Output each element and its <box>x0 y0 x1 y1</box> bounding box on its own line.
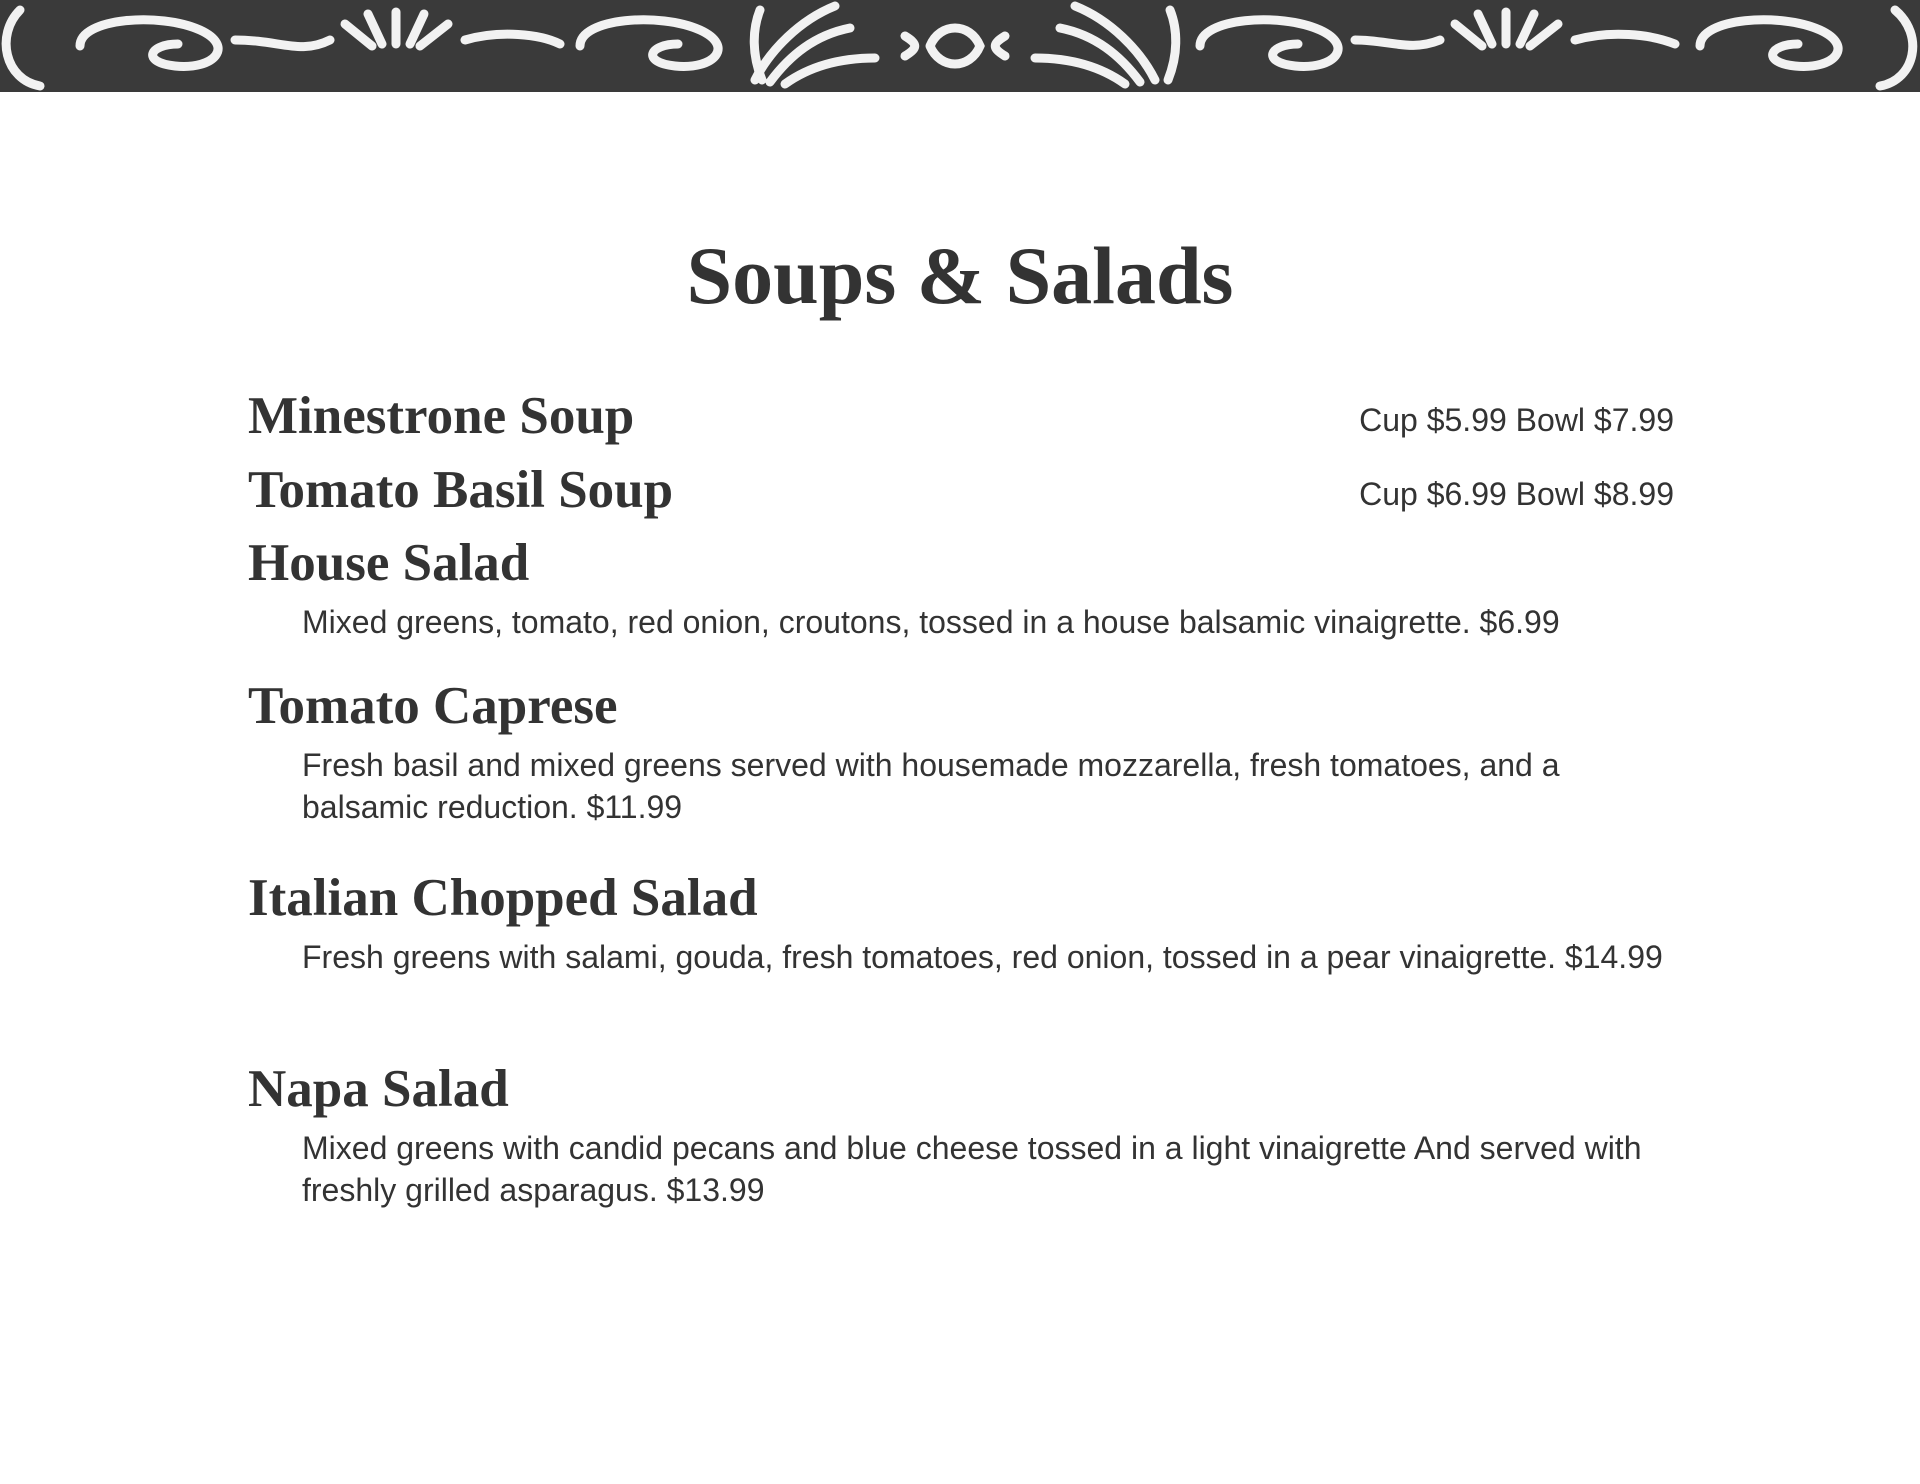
item-description: Mixed greens, tomato, red onion, croutons, tossed in a house balsamic vinaigrette. $6.99 <box>302 604 1560 640</box>
item-name: Tomato Caprese <box>248 677 618 735</box>
menu-item-napa-salad <box>248 1059 1674 1211</box>
item-price: Cup $6.99 Bowl $8.99 <box>1359 476 1674 512</box>
page-title: Soups & Salads <box>686 230 1234 321</box>
item-name: Italian Chopped Salad <box>248 869 758 927</box>
item-description: Mixed greens with candid pecans and blue cheese tossed in a light vinaigrette And served with freshly grilled asparagus. $13.99 <box>302 1130 1642 1208</box>
menu-item-italian-chopped-salad <box>248 868 1674 978</box>
item-description: Fresh greens with salami, gouda, fresh tomatoes, red onion, tossed in a pear vinaigrette. $14.99 <box>302 939 1663 975</box>
ornamental-swirl-border-icon <box>0 0 1920 92</box>
menu-item-tomato-caprese <box>248 676 1674 828</box>
item-price: Cup $5.99 Bowl $7.99 <box>1359 402 1674 438</box>
item-name: House Salad <box>248 534 530 592</box>
item-name: Napa Salad <box>248 1060 509 1118</box>
item-name: Minestrone Soup <box>248 387 635 445</box>
menu-item-minestrone-soup <box>248 386 1674 446</box>
item-name: Tomato Basil Soup <box>248 461 674 519</box>
menu-item-tomato-basil-soup <box>248 460 1674 520</box>
menu-item-house-salad <box>248 533 1674 643</box>
item-description: Fresh basil and mixed greens served with housemade mozzarella, fresh tomatoes, and a balsamic reduction. $11.99 <box>302 747 1560 825</box>
ornamental-banner <box>0 0 1920 92</box>
